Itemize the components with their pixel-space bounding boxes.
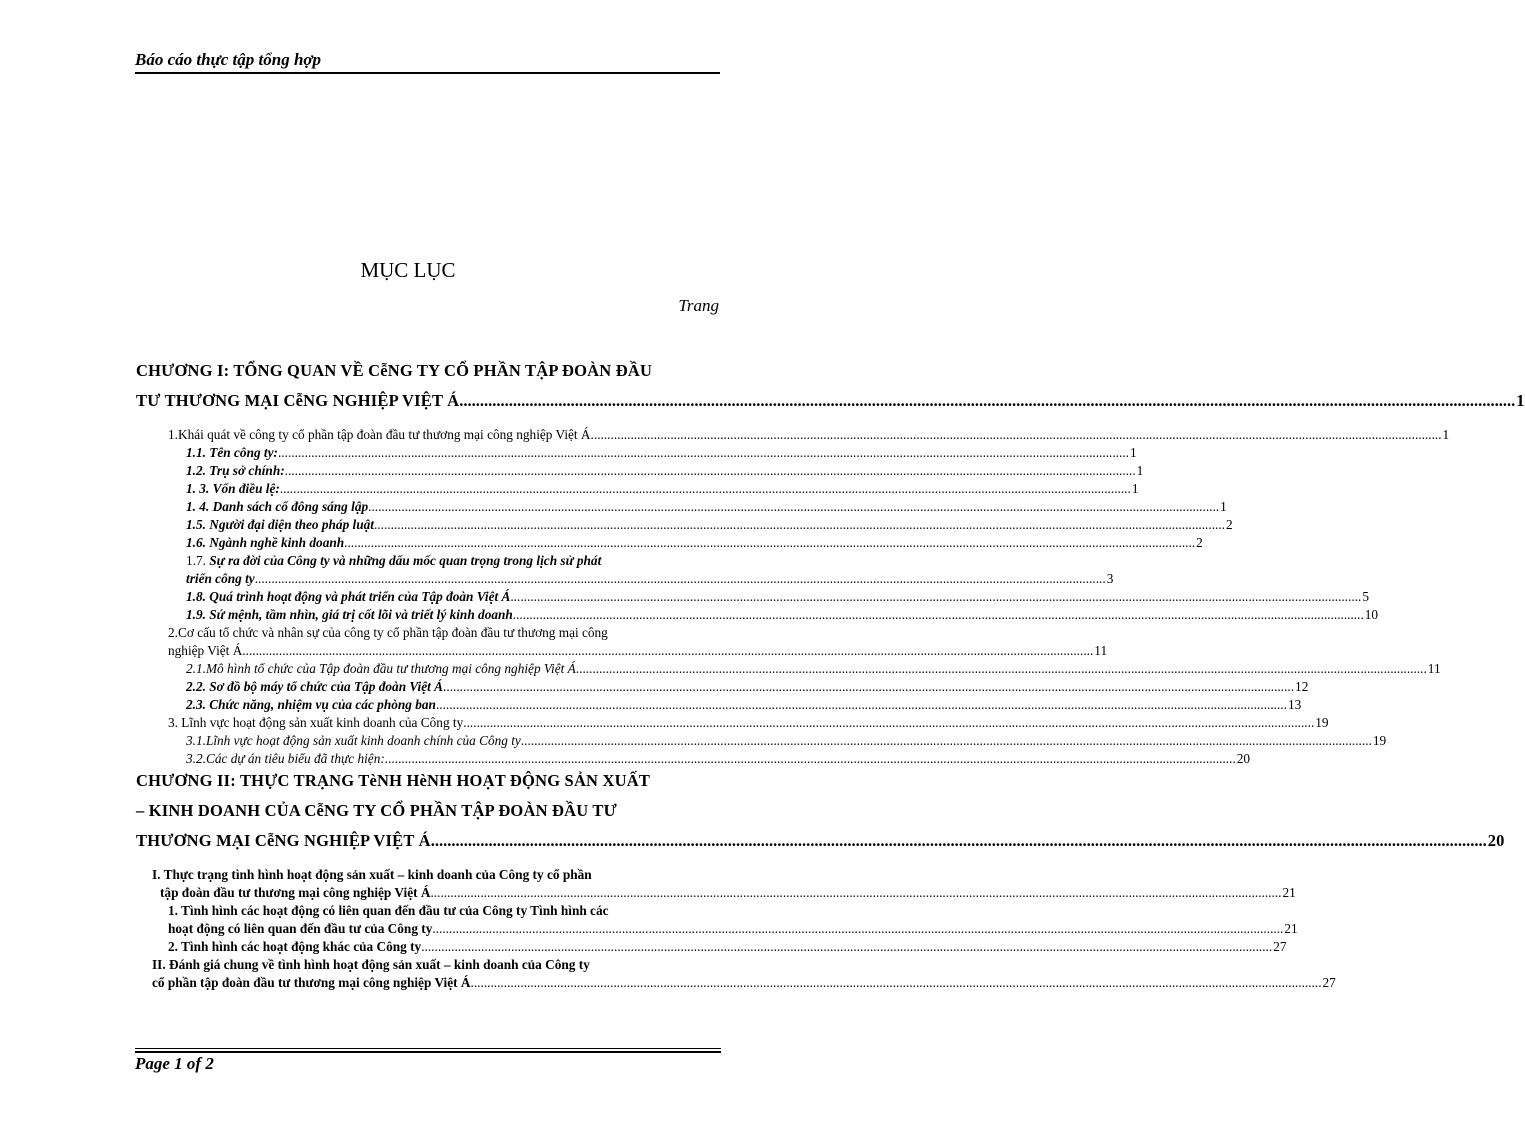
part-ii-page: 27 <box>1322 975 1336 990</box>
toc-item-prefix: 1.7. <box>186 553 210 568</box>
dot-leader <box>471 974 1322 992</box>
part-i-1-title: 1. Tình hình các hoạt động có liên quan đến đầu tư của Công ty Tình hình các <box>168 903 609 918</box>
chapter-1-line1: CHƯƠNG I: TỔNG QUAN VỀ CễNG TY CỔ PHẦN TẬP ĐOÀN ĐẦU <box>136 361 653 380</box>
part-i-title: I. Thực trạng tình hình hoạt động sản xuất – kinh doanh của Công ty cổ phần <box>152 867 592 882</box>
section-3-page: 19 <box>1315 715 1329 730</box>
dot-leader <box>459 386 1515 416</box>
dot-leader <box>432 920 1283 938</box>
chapter-2-line1: CHƯƠNG II: THỰC TRẠNG TèNH HèNH HOẠT ĐỘNG SẢN XUẤT <box>136 771 651 790</box>
dot-leader <box>344 534 1195 552</box>
chapter-2-line3: THƯƠNG MẠI CễNG NGHIỆP VIỆT Á <box>136 831 431 850</box>
part-i-entry[interactable] <box>152 866 1296 902</box>
toc-item-label: 2.3. Chức năng, nhiệm vụ của các phòng ban <box>186 697 436 712</box>
page-column-label: Trang <box>678 296 719 315</box>
footer-divider-thick <box>135 1051 721 1053</box>
dot-leader <box>285 462 1136 480</box>
toc-item-label: 1. 4. Danh sách cổ đông sáng lập <box>186 499 369 514</box>
toc-item-1-9[interactable] <box>186 606 1379 624</box>
toc-item-label: 1.9. Sứ mệnh, tầm nhìn, giá trị cốt lõi và triết lý kinh doanh <box>186 607 513 622</box>
dot-leader <box>521 732 1372 750</box>
page-number: Page 1 of 2 <box>135 1054 214 1073</box>
footer-divider <box>135 1048 721 1049</box>
toc-item-1-3[interactable] <box>186 480 1139 498</box>
toc-item-page: 11 <box>1427 661 1441 676</box>
dot-leader <box>368 498 1219 516</box>
part-i-2-page: 27 <box>1273 939 1287 954</box>
dot-leader <box>591 426 1442 444</box>
dot-leader <box>463 714 1314 732</box>
toc-item-1-4[interactable] <box>186 498 1227 516</box>
dot-leader <box>421 938 1272 956</box>
section-2-title-cont: nghiệp Việt Á <box>168 643 243 658</box>
part-ii-entry[interactable] <box>152 956 1336 992</box>
toc-item-page: 12 <box>1295 679 1309 694</box>
toc-item-label: 1.5. Người đại diện theo pháp luật <box>186 517 374 532</box>
toc-item-2-1[interactable] <box>186 660 1441 678</box>
dot-leader <box>576 660 1427 678</box>
dot-leader <box>430 884 1281 902</box>
toc-title: MỤC LỤC <box>360 258 456 282</box>
section-2-page: 11 <box>1094 643 1108 658</box>
dot-leader <box>443 678 1294 696</box>
section-2-entry[interactable] <box>168 624 1108 660</box>
page-header <box>135 48 720 74</box>
toc-item-label-cont: triển công ty <box>186 571 255 586</box>
toc-item-label: 1.1. Tên công ty: <box>186 445 278 460</box>
toc-item-page: 1 <box>1220 499 1227 514</box>
chapter-1-line2: TƯ THƯƠNG MẠI CễNG NGHIỆP VIỆT Á <box>136 391 460 410</box>
part-i-1-title-cont: hoạt động có liên quan đến đầu tư của Công ty <box>168 921 433 936</box>
part-i-title-cont: tập đoàn đầu tư thương mại công nghiệp Việt Á <box>160 885 431 900</box>
toc-item-page: 1 <box>1136 463 1144 478</box>
toc-item-1-5[interactable] <box>186 516 1233 534</box>
chapter-1-page: 1 <box>1516 391 1525 410</box>
section-2-title: 2.Cơ cấu tổ chức và nhân sự của công ty cổ phần tập đoàn đầu tư thương mại công <box>168 625 608 640</box>
table-of-contents <box>136 356 1525 992</box>
toc-item-2-2[interactable] <box>186 678 1309 696</box>
toc-item-1-1[interactable] <box>186 444 1137 462</box>
toc-item-page: 10 <box>1364 607 1379 622</box>
dot-leader <box>280 480 1131 498</box>
toc-item-1-8[interactable] <box>186 588 1370 606</box>
header-text: Báo cáo thực tập tổng hợp <box>135 50 322 69</box>
toc-item-label: 3.2.Các dự án tiêu biểu đã thực hiện: <box>186 751 385 766</box>
chapter-2-entry[interactable] <box>136 766 1505 856</box>
dot-leader <box>255 570 1106 588</box>
toc-item-page: 5 <box>1362 589 1370 604</box>
chapter-2-page: 20 <box>1487 831 1505 850</box>
toc-item-page: 1 <box>1129 445 1137 460</box>
section-1-page: 1 <box>1442 427 1450 442</box>
part-i-page: 21 <box>1282 885 1296 900</box>
toc-item-label: 2.2. Sơ đồ bộ máy tổ chức của Tập đoàn Việt Á <box>186 679 444 694</box>
toc-item-page: 1 <box>1131 481 1139 496</box>
toc-item-1-7[interactable] <box>186 552 1114 588</box>
toc-item-page: 2 <box>1225 517 1233 532</box>
toc-item-1-6[interactable] <box>186 534 1203 552</box>
toc-item-page: 19 <box>1372 733 1387 748</box>
toc-item-page: 2 <box>1196 535 1203 550</box>
dot-leader <box>242 642 1093 660</box>
toc-item-label: 1.6. Ngành nghề kinh doanh <box>186 535 345 550</box>
toc-item-1-2[interactable] <box>186 462 1144 480</box>
dot-leader <box>513 606 1364 624</box>
section-3-title: 3. Lĩnh vực hoạt động sản xuất kinh doanh của Công ty <box>168 715 464 730</box>
dot-leader <box>278 444 1129 462</box>
toc-item-2-3[interactable] <box>186 696 1302 714</box>
chapter-2-line2: – KINH DOANH CỦA CễNG TY CỔ PHẦN TẬP ĐOÀN ĐẦU TƯ <box>136 801 617 820</box>
toc-item-page: 3 <box>1106 571 1114 586</box>
toc-item-label: 1.8. Quá trình hoạt động và phát triển của Tập đoàn Việt Á <box>186 589 511 604</box>
dot-leader <box>510 588 1361 606</box>
dot-leader <box>374 516 1225 534</box>
part-i-1-entry[interactable] <box>168 902 1298 938</box>
toc-item-page: 20 <box>1236 751 1251 766</box>
part-i-2-entry[interactable] <box>168 938 1287 956</box>
section-3-entry[interactable] <box>168 714 1329 732</box>
section-1-entry[interactable] <box>168 426 1450 444</box>
toc-item-label: Sự ra đời của Công ty và những dấu mốc quan trọng trong lịch sử phát <box>209 553 602 568</box>
part-i-2-title: 2. Tình hình các hoạt động khác của Công ty <box>168 939 422 954</box>
toc-item-page: 13 <box>1287 697 1302 712</box>
dot-leader <box>431 826 1487 856</box>
section-1-title: 1.Khái quát về công ty cổ phần tập đoàn đầu tư thương mại công nghiệp Việt Á <box>168 427 591 442</box>
dot-leader <box>436 696 1287 714</box>
toc-item-3-1[interactable] <box>186 732 1387 750</box>
chapter-1-entry[interactable] <box>136 356 1525 416</box>
toc-item-label: 2.1.Mô hình tổ chức của Tập đoàn đầu tư thương mại công nghiệp Việt Á <box>186 661 576 676</box>
toc-item-label: 1.2. Trụ sở chính: <box>186 463 285 478</box>
toc-item-label: 3.1.Lĩnh vực hoạt động sản xuất kinh doanh chính của Công ty <box>186 733 521 748</box>
part-ii-title-cont: cổ phần tập đoàn đầu tư thương mại công nghiệp Việt Á <box>152 975 471 990</box>
toc-item-label: 1. 3. Vốn điều lệ: <box>186 481 280 496</box>
part-ii-title: II. Đánh giá chung về tình hình hoạt động sản xuất – kinh doanh của Công ty <box>152 957 590 972</box>
part-i-1-page: 21 <box>1284 921 1298 936</box>
